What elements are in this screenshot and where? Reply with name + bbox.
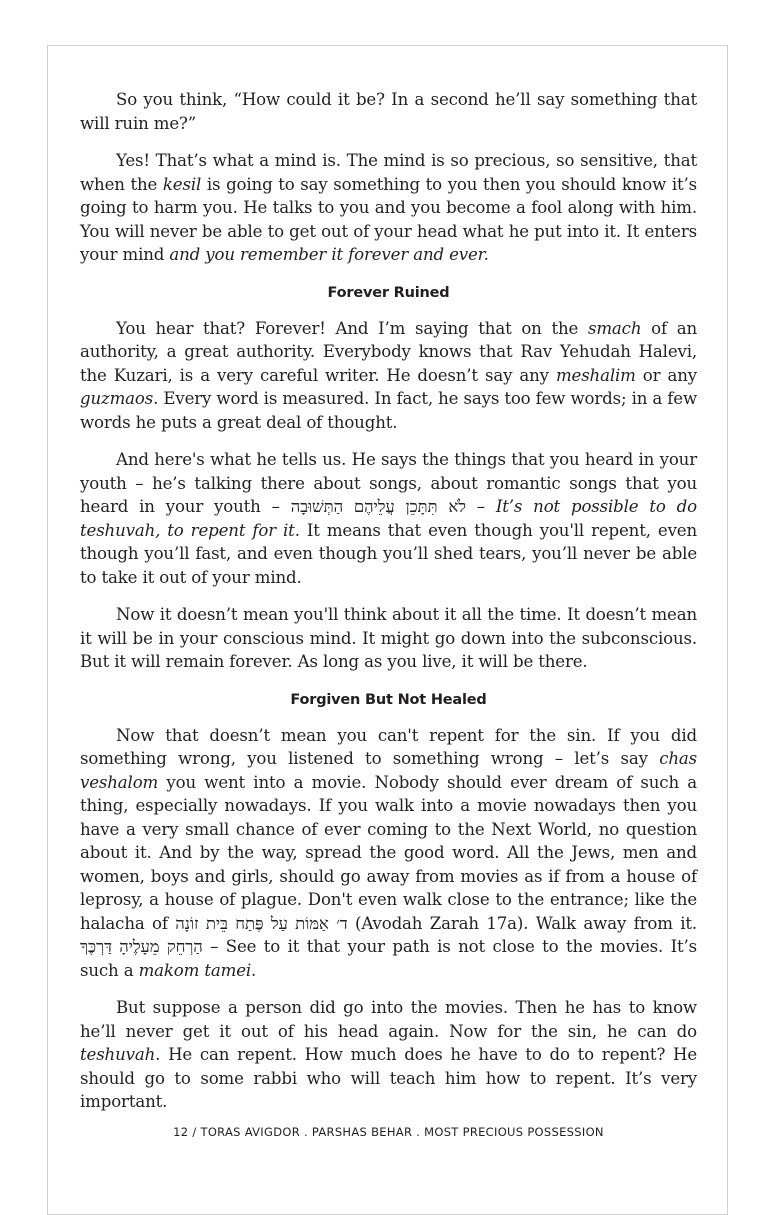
paragraph-7 [80,996,697,1114]
italic-term: It’s not possible to do teshuvah, to repent for it [80,497,697,540]
text-run: – [465,497,496,516]
hebrew-quote: הַרְחֵק מֵעָלֶיהָ דַּרְכֶּךָ [80,937,203,956]
text-run: . It means that even though you'll repent, even though you’ll fast, and even though you’ll shed tears, you’ll never be able to take it out of your mind. [80,520,697,587]
paragraph-3 [80,317,697,435]
hebrew-quote: לֹא תִּתָּכֵן עֲלֵיהֶם הַתְּשׁוּבָה [290,497,466,516]
text-run: . [251,960,257,980]
text-run: And here's what he tells us. He says the things that you heard in your youth – he’s talking there about songs, about romantic songs that you heard in your youth – [80,450,697,516]
section-heading-forgiven-but-not-healed: Forgiven But Not Healed [290,691,487,708]
text-run: . Every word is measured. In fact, he says too few words; in a few words he puts a great deal of thought. [80,389,697,432]
text-run: – See to it that your path is not close to the movies. It’s such a [80,937,697,980]
italic-term: makom tamei [138,960,252,980]
italic-term: and you remember it forever and ever. [169,245,489,264]
paragraph-1 [80,88,697,135]
page-footer: 12 / TORAS AVIGDOR . PARSHAS BEHAR . MOST PRECIOUS POSSESSION [173,1125,604,1139]
italic-term: chas veshalom [80,749,697,792]
page-content [80,88,697,1128]
text-run: So you think, “How could it be? In a second he’ll say something that will ruin me?” [80,90,697,133]
paragraph-6 [80,724,697,983]
text-run: But suppose a person did go into the movies. Then he has to know he’ll never get it out of his head again. Now for the sin, he can do [80,998,697,1041]
text-run: is going to say something to you then you should know it’s going to harm you. He talks to you and you become a fool along with him. You will never be able to get out of your head what he put into it. It enters your mind [80,174,698,264]
text-run: Now that doesn’t mean you can't repent for the sin. If you did something wrong, you listened to something wrong – let’s say [80,725,697,768]
italic-term: kesil [162,174,202,194]
text-run: of an authority, a great authority. Everybody knows that Rav Yehudah Halevi, the Kuzari, is a very careful writer. He doesn’t say any [80,318,697,385]
section-heading-forever-ruined: Forever Ruined [327,284,450,301]
italic-term: meshalim [555,365,636,385]
paragraph-4 [80,448,697,589]
text-run: Yes! That’s what a mind is. The mind is so precious, so sensitive, that when the [80,151,697,194]
italic-term: teshuvah [80,1045,156,1064]
hebrew-quote: ד׳ אַמּוֹת עַל פֶּתַח בֵּית זוֹנָה [175,913,348,933]
italic-term: guzmaos [80,389,154,408]
text-run: (Avodah Zarah 17a). Walk away from it. [347,913,697,933]
text-run: or any [635,365,697,385]
paragraph-2 [80,149,697,267]
text-run: . He can repent. How much does he have to do to repent? He should go to some rabbi who will teach him how to repent. It’s very important. [80,1045,697,1111]
text-run: you went into a movie. Nobody should ever dream of such a thing, especially nowadays. If you walk into a movie nowadays then you have a very small chance of ever coming to the Next World, no question about it. And by the way, spread the good word. All the Jews, men and women, boys and girls, should go away from movies as if from a house of leprosy, a house of plague. Don't even walk close to the entrance; like the halacha of [80,772,697,933]
italic-term: smach [587,318,642,338]
paragraph-5 [80,603,697,674]
text-run: Now it doesn’t mean you'll think about it all the time. It doesn’t mean it will be in your conscious mind. It might go down into the subconscious. But it will remain forever. As long as you live, it will be there. [80,605,697,671]
text-run: You hear that? Forever! And I’m saying that on the [116,318,588,338]
